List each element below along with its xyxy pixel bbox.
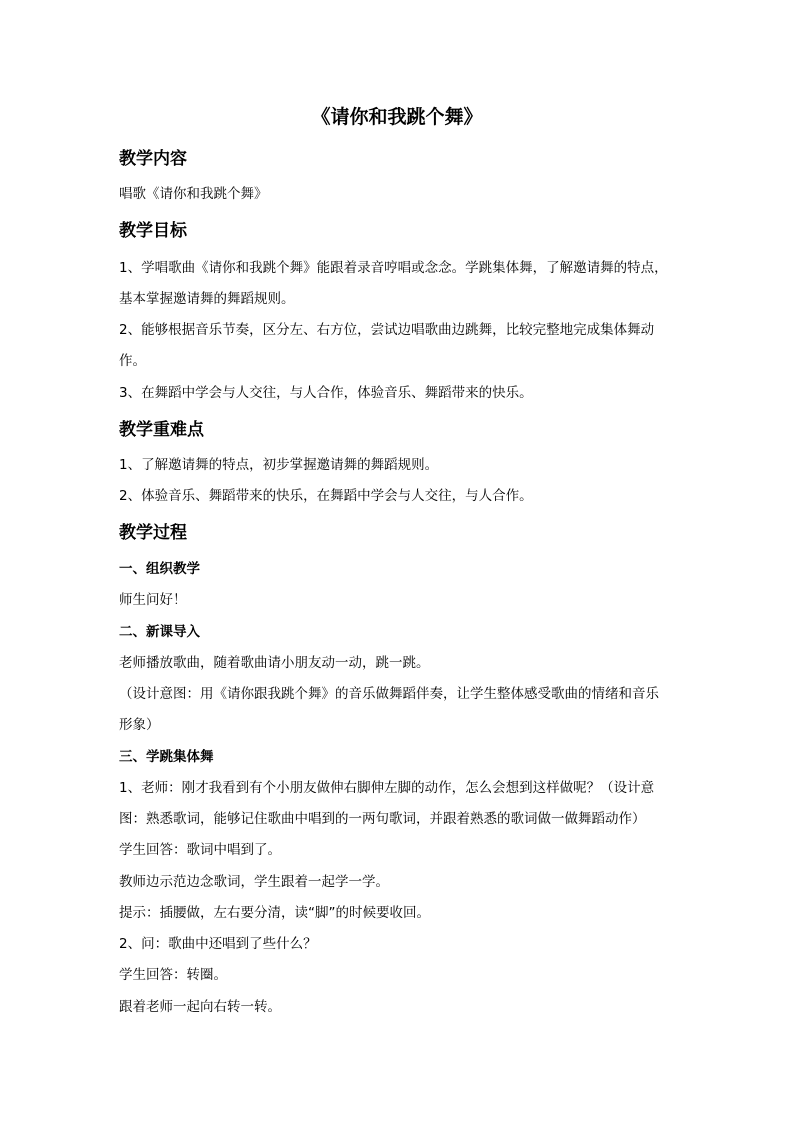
step-3-line-7: 学生回答：转圈。 [119,967,227,983]
step-3-line-1: 1、老师：刚才我看到有个小朋友做伸右脚伸左脚的动作，怎么会想到这样做呢？（设计意 [119,780,655,796]
goal-1-line-1: 1、学唱歌曲《请你和我跳个舞》能跟着录音哼唱或念念。学跳集体舞，了解邀请舞的特点， [119,260,668,276]
key-point-2: 2、体验音乐、舞蹈带来的快乐，在舞蹈中学会与人交往，与人合作。 [119,488,533,504]
step-3-heading: 三、学跳集体舞 [119,749,214,765]
step-3-line-3: 学生回答：歌词中唱到了。 [119,842,281,858]
step-1-heading: 一、组织教学 [119,561,200,577]
step-3-line-5: 提示：插腰做，左右要分清，读“脚”的时候要收回。 [119,905,430,921]
step-3-line-6: 2、问：歌曲中还唱到了些什么？ [119,936,317,952]
heading-key-points: 教学重难点 [119,420,204,440]
document-title: 《请你和我跳个舞》 [311,106,483,128]
step-3-line-2: 图：熟悉歌词，能够记住歌曲中唱到的一两句歌词，并跟着熟悉的歌词做一做舞蹈动作） [119,811,646,827]
step-2-line-3: 形象） [119,717,160,733]
key-point-1: 1、了解邀请舞的特点，初步掌握邀请舞的舞蹈规则。 [119,457,439,473]
step-3-line-8: 跟着老师一起向右转一转。 [119,999,281,1015]
heading-teaching-process: 教学过程 [119,523,187,543]
goal-2-line-2: 作。 [119,353,146,369]
step-2-heading: 二、新课导入 [119,624,200,640]
heading-teaching-content: 教学内容 [119,149,187,169]
heading-teaching-goals: 教学目标 [119,221,187,241]
step-2-line-1: 老师播放歌曲，随着歌曲请小朋友动一动，跳一跳。 [119,655,430,671]
goal-3: 3、在舞蹈中学会与人交往，与人合作，体验音乐、舞蹈带来的快乐。 [119,385,533,401]
step-2-line-2: （设计意图：用《请你跟我跳个舞》的音乐做舞蹈伴奏，让学生整体感受歌曲的情绪和音乐 [119,686,659,702]
goal-1-line-2: 基本掌握邀请舞的舞蹈规则。 [119,291,295,307]
step-3-line-4: 教师边示范边念歌词，学生跟着一起学一学。 [119,874,389,890]
goal-2-line-1: 2、能够根据音乐节奏，区分左、右方位，尝试边唱歌曲边跳舞，比较完整地完成集体舞动 [119,322,655,338]
paragraph-teaching-content: 唱歌《请你和我跳个舞》 [119,186,268,202]
step-1-text: 师生问好！ [119,592,187,608]
